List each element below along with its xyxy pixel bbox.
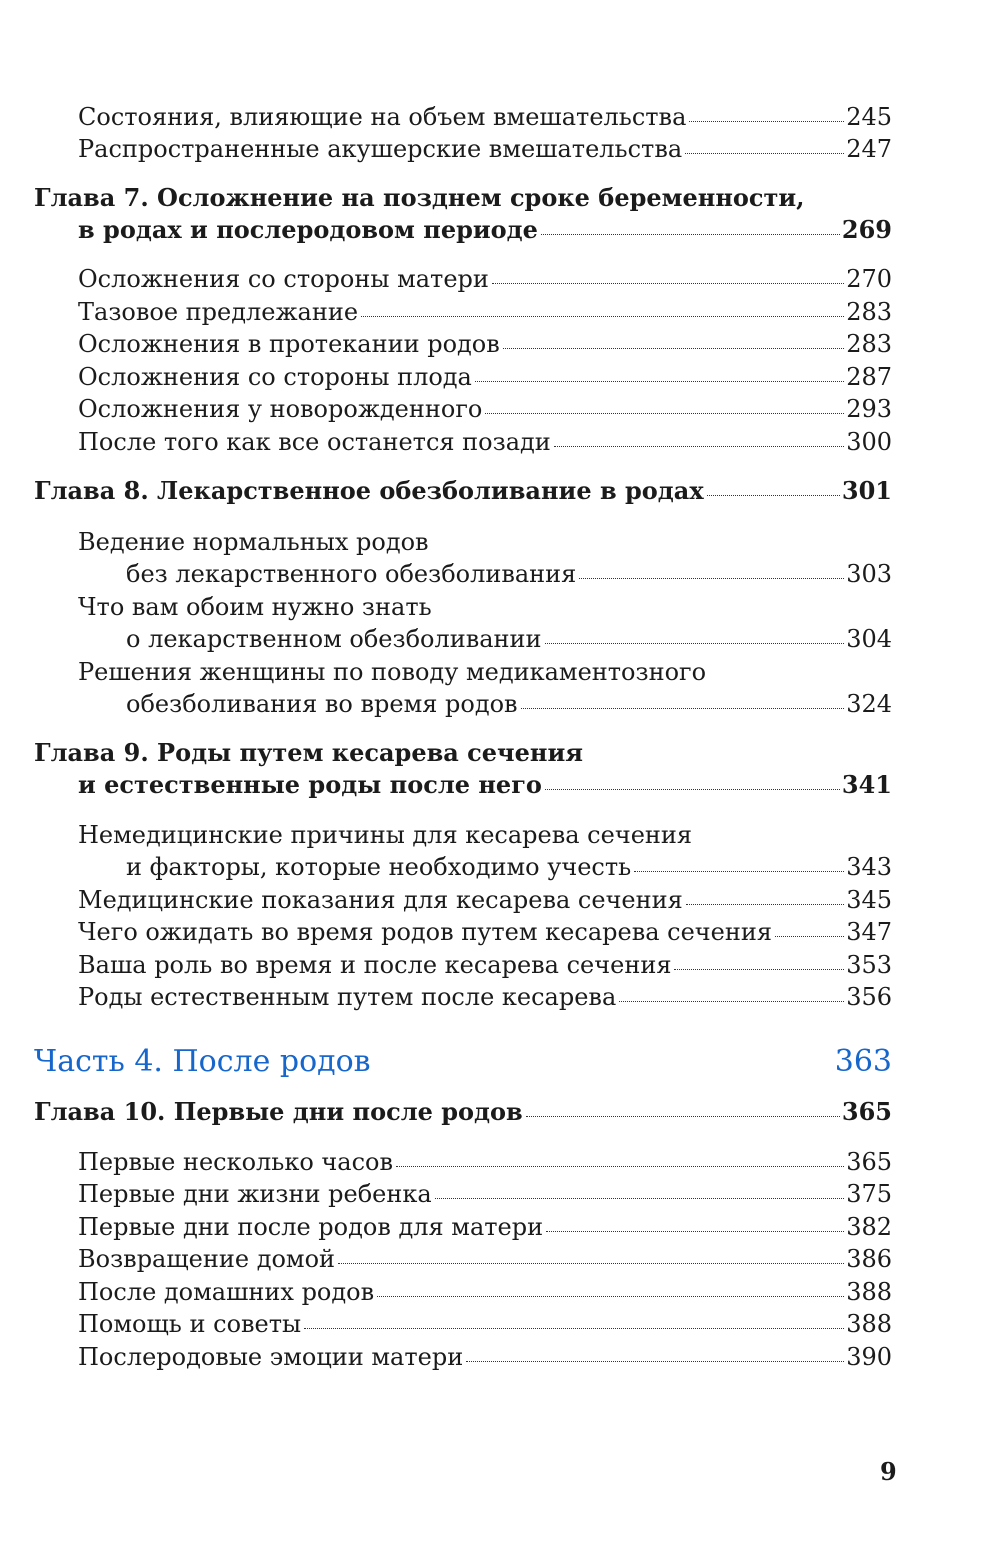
toc-page-number: 300	[846, 428, 892, 456]
dot-leader	[686, 904, 844, 905]
toc-page-number: 293	[846, 395, 892, 423]
toc-page-number: 283	[846, 330, 892, 358]
toc-section-title: Первые несколько часов	[78, 1148, 393, 1176]
toc-section-title: Чего ожидать во время родов путем кесарева сечения	[78, 918, 772, 946]
toc-section-title: Помощь и советы	[78, 1310, 302, 1338]
toc-page-number: 365	[846, 1148, 892, 1176]
toc-section-title-line1: Немедицинские причины для кесарева сечения	[78, 821, 693, 849]
toc-chapter-title-line1: Глава 7. Осложнение на позднем сроке беременности,	[34, 183, 805, 212]
dot-leader	[396, 1166, 844, 1167]
toc-section-title: Первые дни после родов для матери	[78, 1213, 544, 1241]
toc-page-number: 303	[846, 560, 892, 588]
toc-page-number: 365	[841, 1097, 892, 1126]
toc-section-title: Ваша роль во время и после кесарева сечения	[78, 951, 672, 979]
toc-section-title: Осложнения у новорожденного	[78, 395, 483, 423]
dot-leader	[526, 1116, 840, 1117]
toc-section-title: Распространенные акушерские вмешательства	[78, 135, 683, 163]
toc-section-title: Осложнения со стороны плода	[78, 363, 472, 391]
toc-section-title: После того как все останется позади	[78, 428, 551, 456]
dot-leader	[521, 708, 845, 709]
toc-page-number: 270	[846, 265, 892, 293]
toc-section-title-line1: Решения женщины по поводу медикаментозного	[78, 658, 707, 686]
page-folio: 9	[880, 1457, 897, 1486]
toc-chapter-title: Глава 8. Лекарственное обезболивание в родах	[34, 476, 704, 505]
toc-section-title: Осложнения в протекании родов	[78, 330, 500, 358]
dot-leader	[466, 1361, 844, 1362]
toc-section-title-line2: без лекарственного обезболивания	[126, 560, 577, 588]
dot-leader	[689, 121, 844, 122]
toc-section-title-line2: и факторы, которые необходимо учесть	[126, 853, 632, 881]
toc-chapter-title: Глава 10. Первые дни после родов	[34, 1097, 523, 1126]
dot-leader	[707, 495, 840, 496]
toc-page-number: 283	[846, 298, 892, 326]
toc-page-number: 345	[846, 886, 892, 914]
toc-page-number: 353	[846, 951, 892, 979]
toc-section-title: Состояния, влияющие на объем вмешательства	[78, 103, 687, 131]
dot-leader	[775, 936, 844, 937]
toc-chapter-title-line2: в родах и послеродовом периоде	[78, 215, 538, 244]
toc-section-title: Послеродовые эмоции матери	[78, 1343, 464, 1371]
toc-section-title: Роды естественным путем после кесарева	[78, 983, 617, 1011]
toc-page-number: 245	[846, 103, 892, 131]
toc-section-title-line1: Что вам обоим нужно знать	[78, 593, 432, 621]
toc-section-title: Медицинские показания для кесарева сечения	[78, 886, 683, 914]
dot-leader	[545, 643, 845, 644]
toc-section-title: После домашних родов	[78, 1278, 375, 1306]
toc-page-number: 388	[846, 1310, 892, 1338]
toc-page-number: 382	[846, 1213, 892, 1241]
toc-page-number: 301	[841, 476, 892, 505]
dot-leader	[492, 283, 844, 284]
toc-page-number: 386	[846, 1245, 892, 1273]
toc-page-number: 347	[846, 918, 892, 946]
toc-page-number: 324	[846, 690, 892, 718]
dot-leader	[377, 1296, 844, 1297]
toc-page-number: 375	[846, 1180, 892, 1208]
dot-leader	[545, 789, 840, 790]
toc-page-number: 356	[846, 983, 892, 1011]
dot-leader	[554, 446, 844, 447]
toc-page-number: 304	[846, 625, 892, 653]
toc-section-title: Первые дни жизни ребенка	[78, 1180, 432, 1208]
dot-leader	[503, 348, 844, 349]
toc-page-number: 343	[846, 853, 892, 881]
dot-leader	[338, 1263, 844, 1264]
toc-page-number: 388	[846, 1278, 892, 1306]
toc-page-number: 390	[846, 1343, 892, 1371]
toc-section-title-line2: о лекарственном обезболивании	[126, 625, 542, 653]
toc-chapter-title-line2: и естественные роды после него	[78, 770, 542, 799]
dot-leader	[634, 871, 844, 872]
toc-section-title: Возвращение домой	[78, 1245, 336, 1273]
dot-leader	[579, 578, 844, 579]
toc-section-title: Тазовое предлежание	[78, 298, 359, 326]
dot-leader	[304, 1328, 844, 1329]
dot-leader	[475, 381, 844, 382]
dot-leader	[674, 969, 844, 970]
toc-page-number: 247	[846, 135, 892, 163]
dot-leader	[361, 316, 844, 317]
dot-leader	[619, 1001, 844, 1002]
dot-leader	[546, 1231, 844, 1232]
toc-page-number: 287	[846, 363, 892, 391]
toc-section-title-line2: обезболивания во время родов	[126, 690, 518, 718]
toc-section-title-line1: Ведение нормальных родов	[78, 528, 429, 556]
dot-leader	[541, 234, 840, 235]
toc-section-title: Осложнения со стороны матери	[78, 265, 489, 293]
toc-page-number: 341	[841, 770, 892, 799]
dot-leader	[435, 1198, 845, 1199]
dot-leader	[485, 413, 844, 414]
toc-page-number: 363	[834, 1044, 892, 1079]
toc-page-number: 269	[841, 215, 892, 244]
toc-chapter-title-line1: Глава 9. Роды путем кесарева сечения	[34, 738, 583, 767]
toc-part-title: Часть 4. После родов	[34, 1044, 371, 1079]
dot-leader	[685, 153, 844, 154]
